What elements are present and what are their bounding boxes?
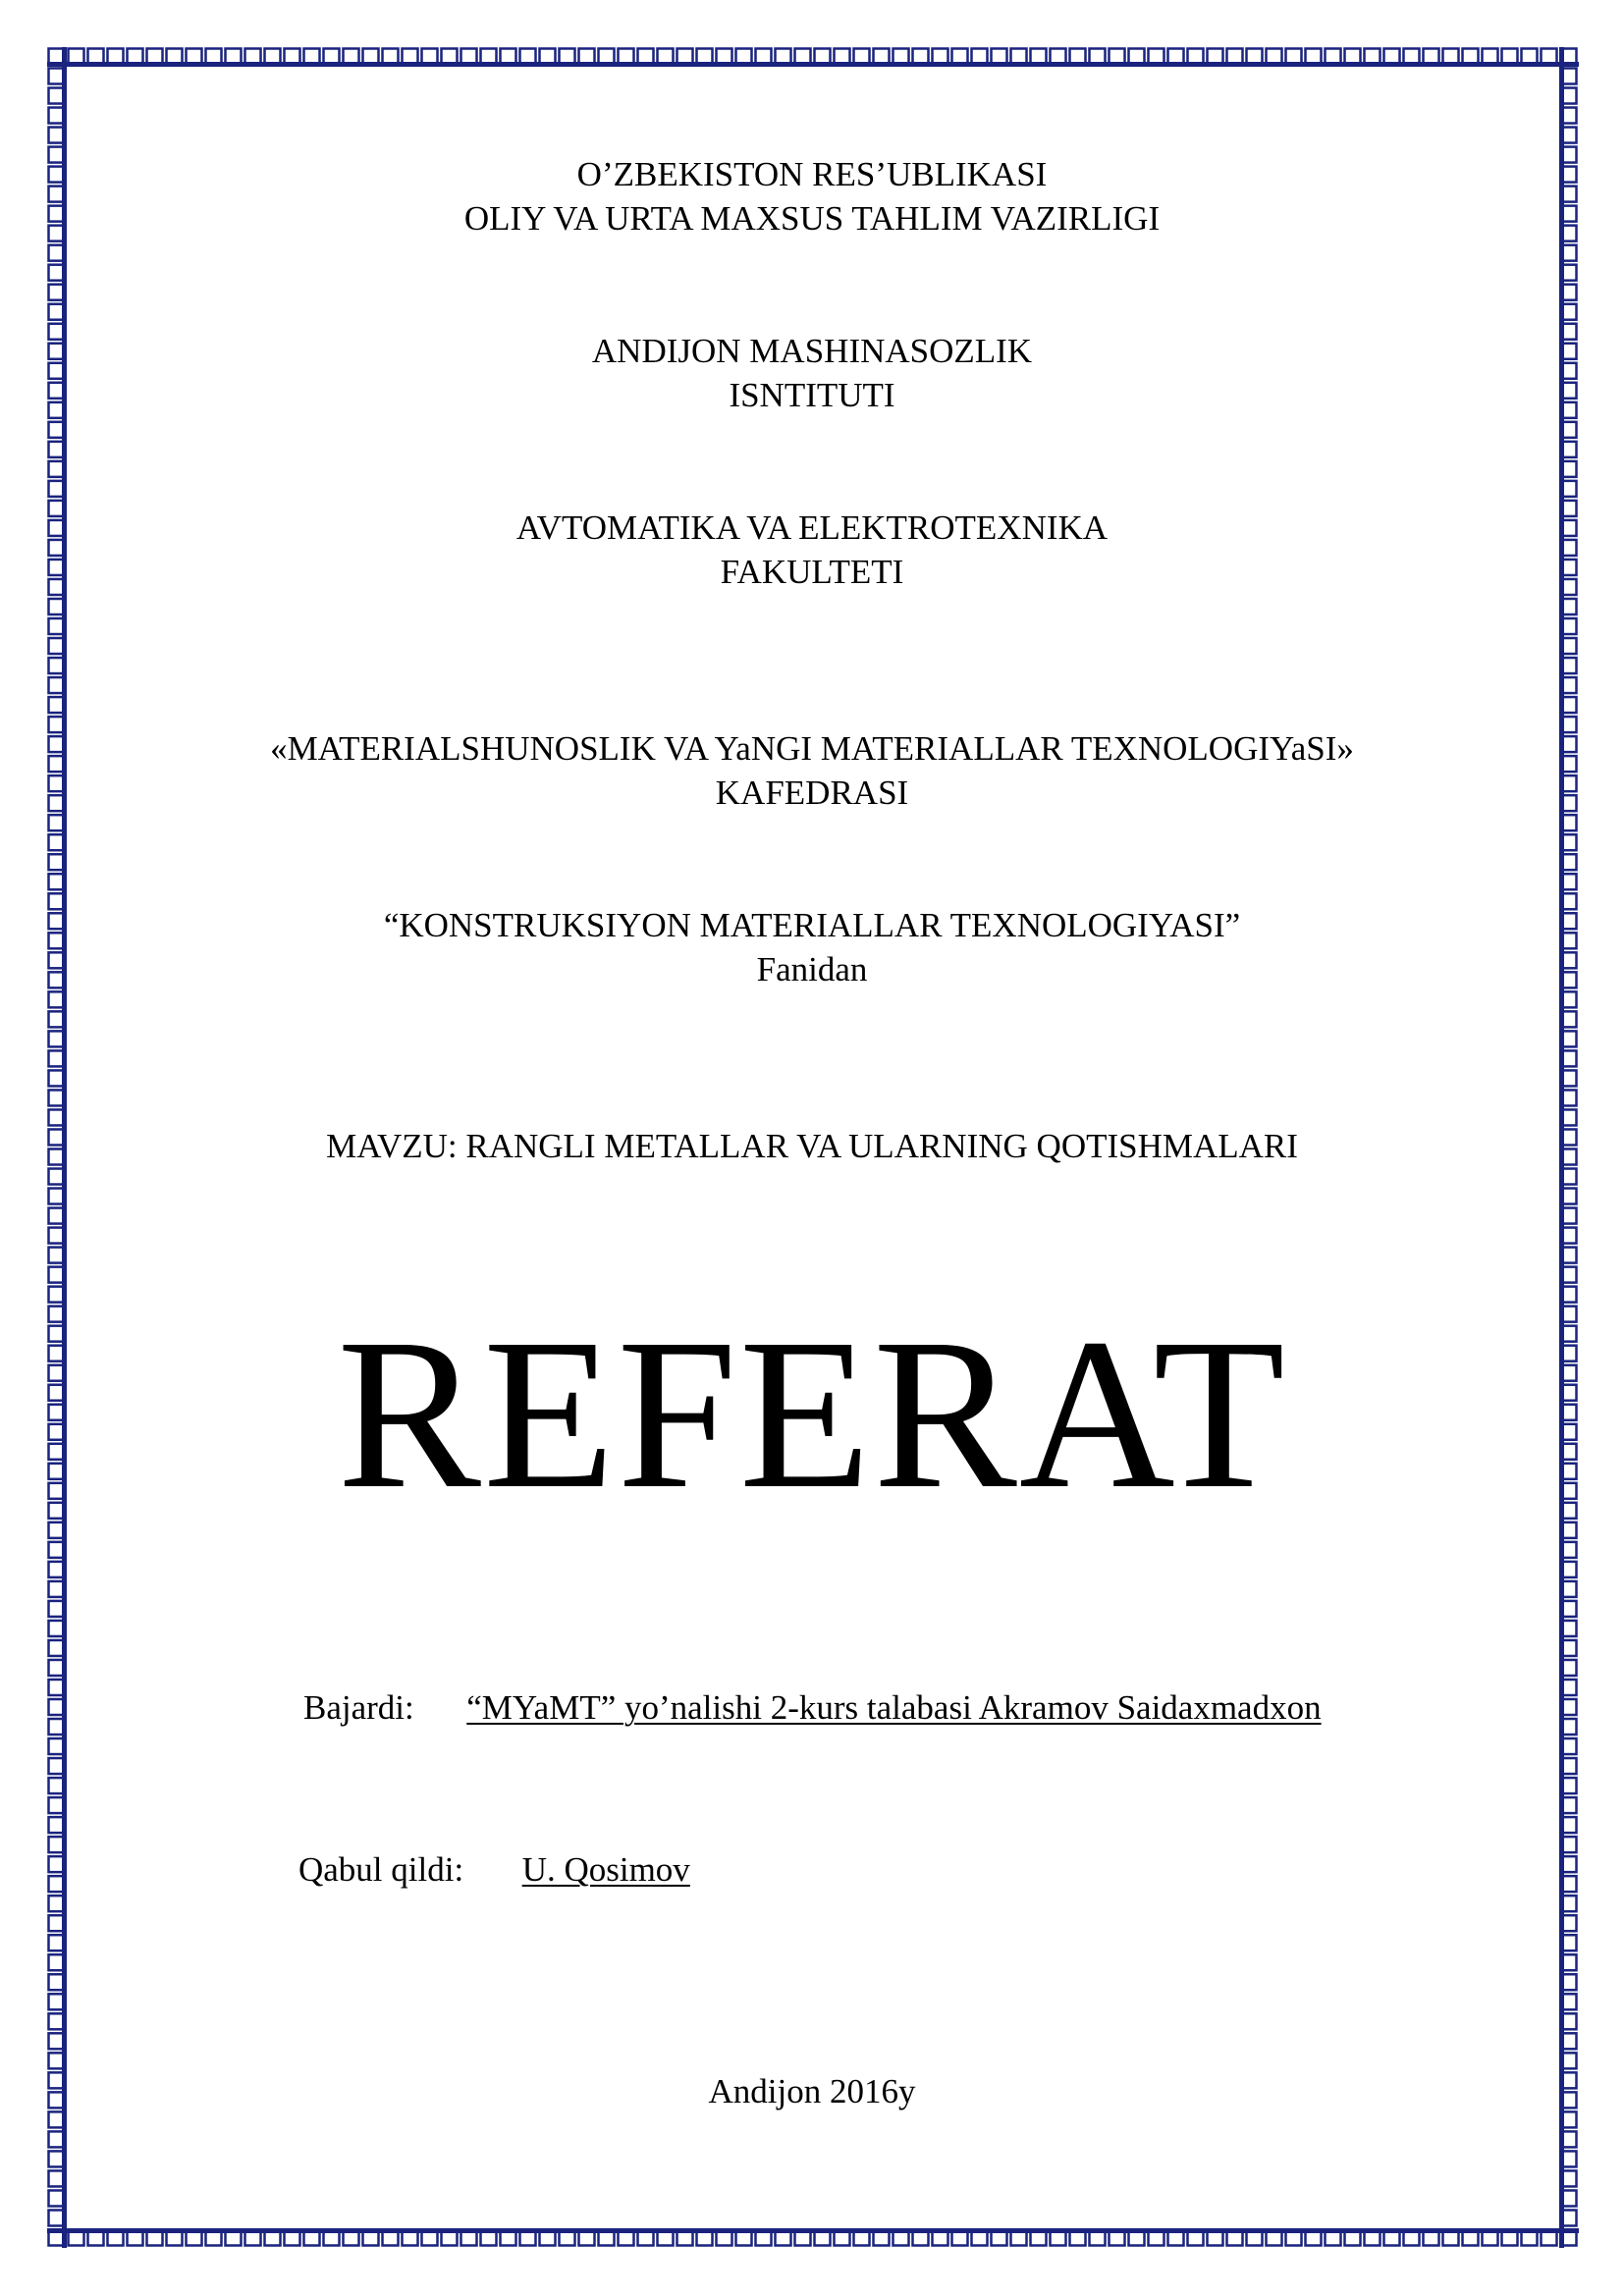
performer-row [303, 1685, 1322, 1730]
subject-name: “KONSTRUKSIYON MATERIALLAR TEXNOLOGIYASI” [383, 906, 1241, 944]
performer-label: Bajardi: [303, 1688, 414, 1727]
accepted-label: Qabul qildi: [298, 1850, 464, 1889]
department-label: KAFEDRASI [715, 774, 909, 812]
institute-name-line2: ISNTITUTI [729, 376, 895, 414]
institute-name: ANDIJON MASHINASOZLIK [591, 332, 1033, 370]
subject-label: Fanidan [756, 950, 868, 988]
footer-place-year: Andijon 2016y [708, 2072, 916, 2110]
department-name: «MATERIALSHUNOSLIK VA YaNGI MATERIALLAR TEXNOLOGIYaSI» [270, 729, 1354, 768]
country-title: O’ZBEKISTON RES’UBLIKASI [576, 155, 1048, 193]
accepted-value: U. Qosimov [521, 1850, 690, 1889]
topic-line: MAVZU: RANGLI METALLAR VA ULARNING QOTISHMALARI [326, 1127, 1298, 1165]
accepted-row [298, 1847, 690, 1892]
performer-value: “MYaMT” yo’nalishi 2-kurs talabasi Akramov Saidaxmadxon [466, 1688, 1322, 1727]
document-title: REFERAT [337, 1294, 1287, 1533]
faculty-name-line2: FAKULTETI [720, 553, 904, 591]
faculty-name: AVTOMATIKA VA ELEKTROTEXNIKA [515, 508, 1109, 547]
ministry-title: OLIY VA URTA MAXSUS TAHLIM VAZIRLIGI [463, 199, 1161, 238]
